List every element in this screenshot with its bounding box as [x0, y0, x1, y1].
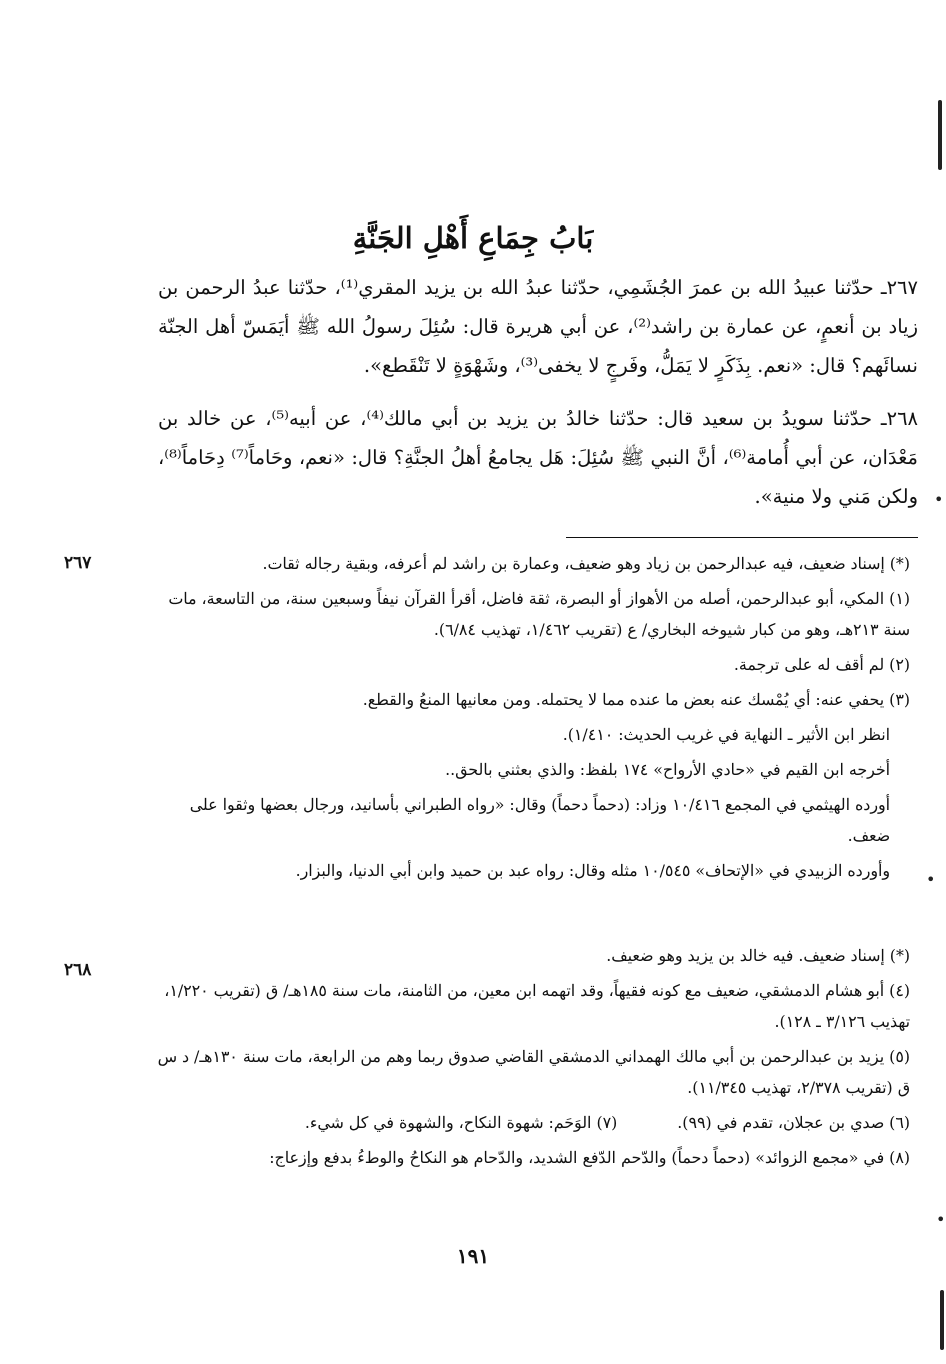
scan-mark: [940, 1290, 944, 1350]
margin-dot: •: [936, 1210, 946, 1229]
margin-number-267: ٢٦٧: [64, 553, 92, 573]
footnote-4: (٤) أبو هشام الدمشقي، ضعيف مع كونه فقيهاً، وقد اتهمه ابن معين، من الثامنة، مات سنة ١٨٥هـ/ ق (تقريب ١/٢٢٠، تهذيب ٣/١٢٦ ـ ١٢٨).: [164, 981, 910, 1031]
footnote-1: (١) المكي، أبو عبدالرحمن، أصله من الأهواز أو البصرة، ثقة فاضل، أقرأ القرآن نيفاً وسبعين سنة، من التاسعة، مات سنة ٢١٣هـ، وهو من كبار شيوخه البخاري/ ع (تقريب ١/٤٦٢، تهذيب ٦/٨٤).: [168, 589, 910, 639]
footnote-3: (٣) يحفي عنه: أي يُمْسك عنه بعض ما عنده مما لا يحتمله. ومن معانيها المنعُ والقطع.: [362, 690, 910, 709]
footnote-star: (*) إسناد ضعيف، فيه عبدالرحمن بن زياد وهو ضعيف، وعمارة بن راشد لم أعرفه، وبقية رجاله ثقات.: [262, 554, 910, 573]
footnote-3-zabidi: وأورده الزبيدي في «الإتحاف» ١٠/٥٤٥ مثله وقال: رواه عبد بن حميد وابن أبي الدنيا، والبزار.: [295, 861, 890, 880]
footnote-3-ref: انظر ابن الأثير ـ النهاية في غريب الحديث: ١/٤١٠).: [562, 725, 890, 744]
scan-mark: [938, 100, 942, 170]
footnote-star: (*) إسناد ضعيف. فيه خالد بن يزيد وهو ضعيف.: [606, 946, 910, 965]
footnote-6: (٦) صدي بن عجلان، تقدم في (٩٩).: [677, 1113, 910, 1132]
page-number: ١٩١: [456, 1244, 490, 1268]
footnotes-hadith-268: [150, 940, 910, 1177]
margin-dot: •: [934, 490, 944, 509]
footnote-7: (٧) الوَحَم: شهوة النكاح، والشهوة في كل شيء.: [304, 1113, 618, 1132]
footnote-2: (٢) لم أقف له على ترجمة.: [733, 655, 910, 674]
hadith-268: ٢٦٨ـ حدّثنا سويدُ بن سعيد قال: حدّثنا خالدُ بن يزيد بن أبي مالك⁽⁴⁾، عن أبيه⁽⁵⁾، عن خالد بن مَعْدَان، عن أبي أُمامة⁽⁶⁾، أنَّ النبي ﷺ سُئِلَ: هَل يجامعُ أهلُ الجنَّةِ؟ قال: «نعم، وحَاماً⁽⁷⁾ دِحَاماً⁽⁸⁾، ولكن مَني ولا منية».: [158, 407, 919, 508]
margin-number-268: ٢٦٨: [64, 960, 92, 980]
margin-dot: •: [926, 870, 936, 889]
footnotes-6-7-row: [150, 1107, 910, 1138]
chapter-title: بَابُ جِمَاعِ أَهْلِ الجَنَّةِ: [352, 221, 594, 255]
footnote-3-takhrij: أخرجه ابن القيم في «حادي الأرواح» ١٧٤ بلفظ: والذي بعثني بالحق..: [445, 760, 890, 779]
hadith-267: ٢٦٧ـ حدّثنا عبيدُ الله بن عمرَ الجُشَمِي، حدّثنا عبدُ الله بن يزيد المقري⁽¹⁾، حدّثنا عبدُ الرحمن بن زياد بن أنعمٍ، عن عمارة بن راشد⁽²⁾، عن أبي هريرة قال: سُئِلَ رسولُ الله ﷺ أيَمَسّ أهل الجنّة نسائَهم؟ قال: «نعم. بِذَكَرٍ لا يَمَلُّ، وفَرجٍ لا يخفى⁽³⁾، وشَهْوَةٍ لا تَنْقَطع».: [158, 276, 919, 377]
footnote-5: (٥) يزيد بن عبدالرحمن بن أبي مالك الهمداني الدمشقي القاضي صدوق ربما وهم من الرابعة، مات سنة ١٣٠هـ/ د س ق (تقريب ٢/٣٧٨، تهذيب ١١/٣٤٥).: [157, 1047, 910, 1097]
footnote-3-haythami: أورده الهيثمي في المجمع ١٠/٤١٦ وزاد: (دحماً دحماً) وقال: «رواه الطبراني بأسانيد، ورجال بعضها وثقوا على ضعف.: [189, 795, 890, 845]
footnote-divider: [566, 537, 918, 538]
footnotes-hadith-267: [150, 548, 910, 890]
footnote-8: (٨) في «مجمع الزوائد» (دحماً دحماً) والدّحم الدّفع الشديد، والدّحام هو النكاحُ والوطءُ بدفع وإزعاج:: [269, 1148, 910, 1167]
